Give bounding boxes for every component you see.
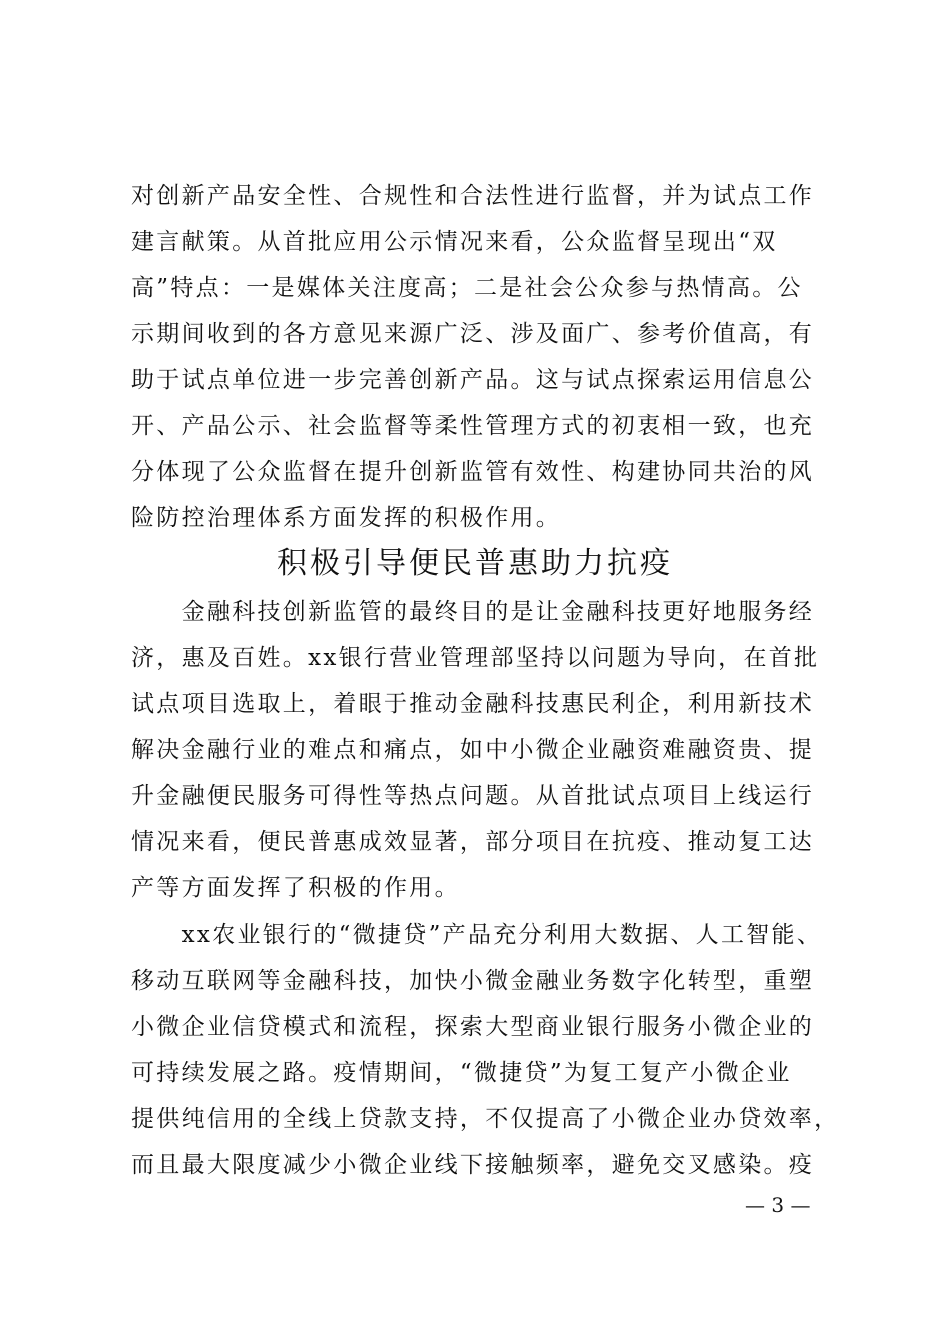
paragraph-line: 产等方面发挥了积极的作用。 <box>131 875 460 901</box>
paragraph-line: 可持续发展之路。疫情期间，“微捷贷”为复工复产小微企业 <box>131 1060 792 1086</box>
paragraph-line: xx农业银行的“微捷贷”产品充分利用大数据、人工智能、 <box>131 922 823 948</box>
paragraph-line: 开、产品公示、社会监督等柔性管理方式的初衷相一致，也充 <box>131 413 815 439</box>
paragraph-line: 升金融便民服务可得性等热点问题。从首批试点项目上线运行 <box>131 783 815 809</box>
page-number: — 3 — <box>745 1193 811 1217</box>
paragraph-line: 提供纯信用的全线上贷款支持，不仅提高了小微企业办贷效率， <box>131 1106 840 1132</box>
paragraph-line: 险防控治理体系方面发挥的积极作用。 <box>131 505 562 531</box>
paragraph-line: 建言献策。从首批应用公示情况来看，公众监督呈现出“双 <box>131 229 778 255</box>
paragraph-line: 分体现了公众监督在提升创新监管有效性、构建协同共治的风 <box>131 459 815 485</box>
paragraph-line: 对创新产品安全性、合规性和合法性进行监督，并为试点工作 <box>131 183 815 209</box>
paragraph-line: 金融科技创新监管的最终目的是让金融科技更好地服务经 <box>131 599 815 625</box>
section-heading: 积极引导便民普惠助力抗疫 <box>277 546 673 581</box>
paragraph-line: 示期间收到的各方意见来源广泛、涉及面广、参考价值高，有 <box>131 321 815 347</box>
paragraph-line: 移动互联网等金融科技，加快小微金融业务数字化转型，重塑 <box>131 968 815 994</box>
paragraph-line: 试点项目选取上，着眼于推动金融科技惠民利企，利用新技术 <box>131 691 815 717</box>
paragraph-line: 小微企业信贷模式和流程，探索大型商业银行服务小微企业的 <box>131 1014 815 1040</box>
paragraph-line: 而且最大限度减少小微企业线下接触频率，避免交叉感染。疫 <box>131 1152 815 1178</box>
paragraph-line: 解决金融行业的难点和痛点，如中小微企业融资难融资贵、提 <box>131 737 815 763</box>
paragraph-line: 高”特点：一是媒体关注度高；二是社会公众参与热情高。公 <box>131 275 803 301</box>
paragraph-line: 助于试点单位进一步完善创新产品。这与试点探索运用信息公 <box>131 367 815 393</box>
paragraph-line: 情况来看，便民普惠成效显著，部分项目在抗疫、推动复工达 <box>131 829 815 855</box>
paragraph-line: 济，惠及百姓。xx银行营业管理部坚持以问题为导向，在首批 <box>131 645 820 671</box>
